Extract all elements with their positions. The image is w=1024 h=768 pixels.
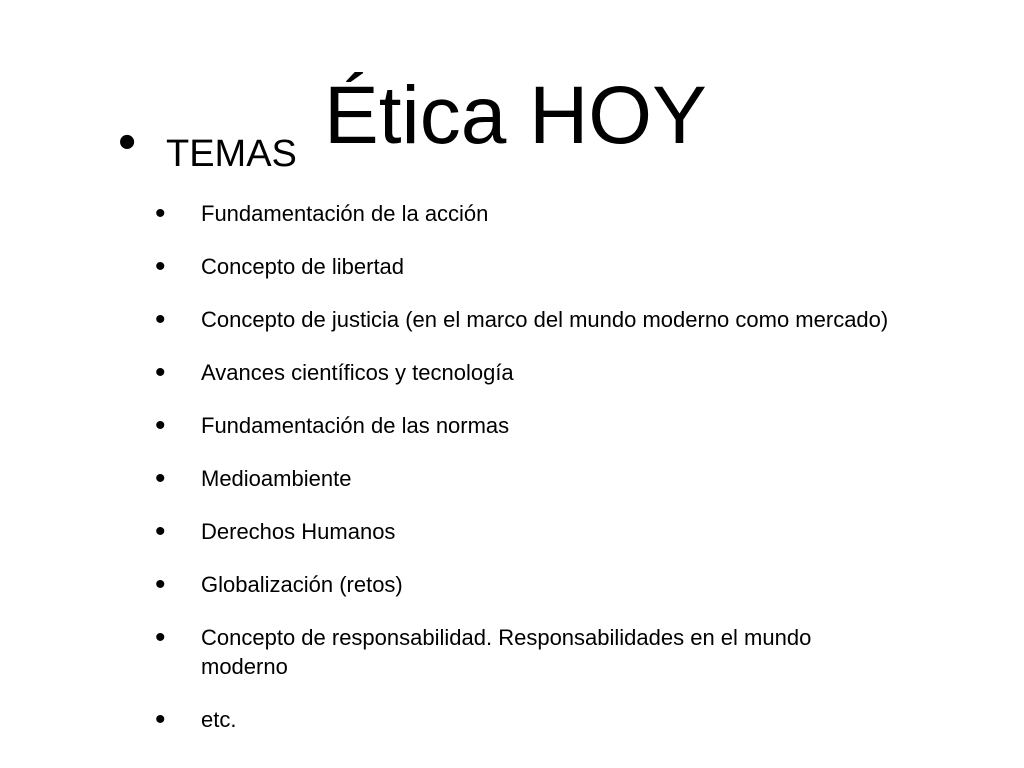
list-item [155, 358, 895, 387]
slide-title: Ética HOY [324, 70, 707, 161]
list-item [155, 199, 895, 228]
bullet-icon: • [155, 515, 166, 548]
list-item [155, 252, 895, 281]
list-item [155, 411, 895, 440]
bullet-icon: • [155, 409, 166, 442]
bullet-icon: • [155, 621, 166, 654]
bullet-icon: • [155, 303, 166, 336]
list-item [155, 305, 895, 334]
topic-text: Concepto de responsabilidad. Responsabilidades en el mundo moderno [201, 625, 812, 679]
list-item [155, 517, 895, 546]
topic-text: Fundamentación de las normas [201, 413, 510, 438]
topic-text: Fundamentación de la acción [201, 201, 489, 226]
topic-text: etc. [201, 707, 237, 732]
list-item [155, 705, 895, 734]
bullet-icon: • [155, 197, 166, 230]
bullet-icon: • [155, 703, 166, 736]
topic-text: Medioambiente [201, 466, 352, 491]
topic-text: Derechos Humanos [201, 519, 396, 544]
topic-text: Concepto de libertad [201, 254, 405, 279]
list-item [155, 623, 895, 681]
topic-text: Avances científicos y tecnología [201, 360, 514, 385]
topic-text: Concepto de justicia (en el marco del mundo moderno como mercado) [201, 307, 889, 332]
topic-list [155, 199, 895, 758]
topic-text: Globalización (retos) [201, 572, 403, 597]
bullet-icon: • [155, 462, 166, 495]
bullet-icon: • [155, 356, 166, 389]
section-label: TEMAS [166, 133, 297, 175]
list-item [155, 464, 895, 493]
list-item [155, 570, 895, 599]
bullet-icon: • [155, 250, 166, 283]
bullet-icon: • [155, 568, 166, 601]
bullet-icon: • [118, 113, 137, 171]
